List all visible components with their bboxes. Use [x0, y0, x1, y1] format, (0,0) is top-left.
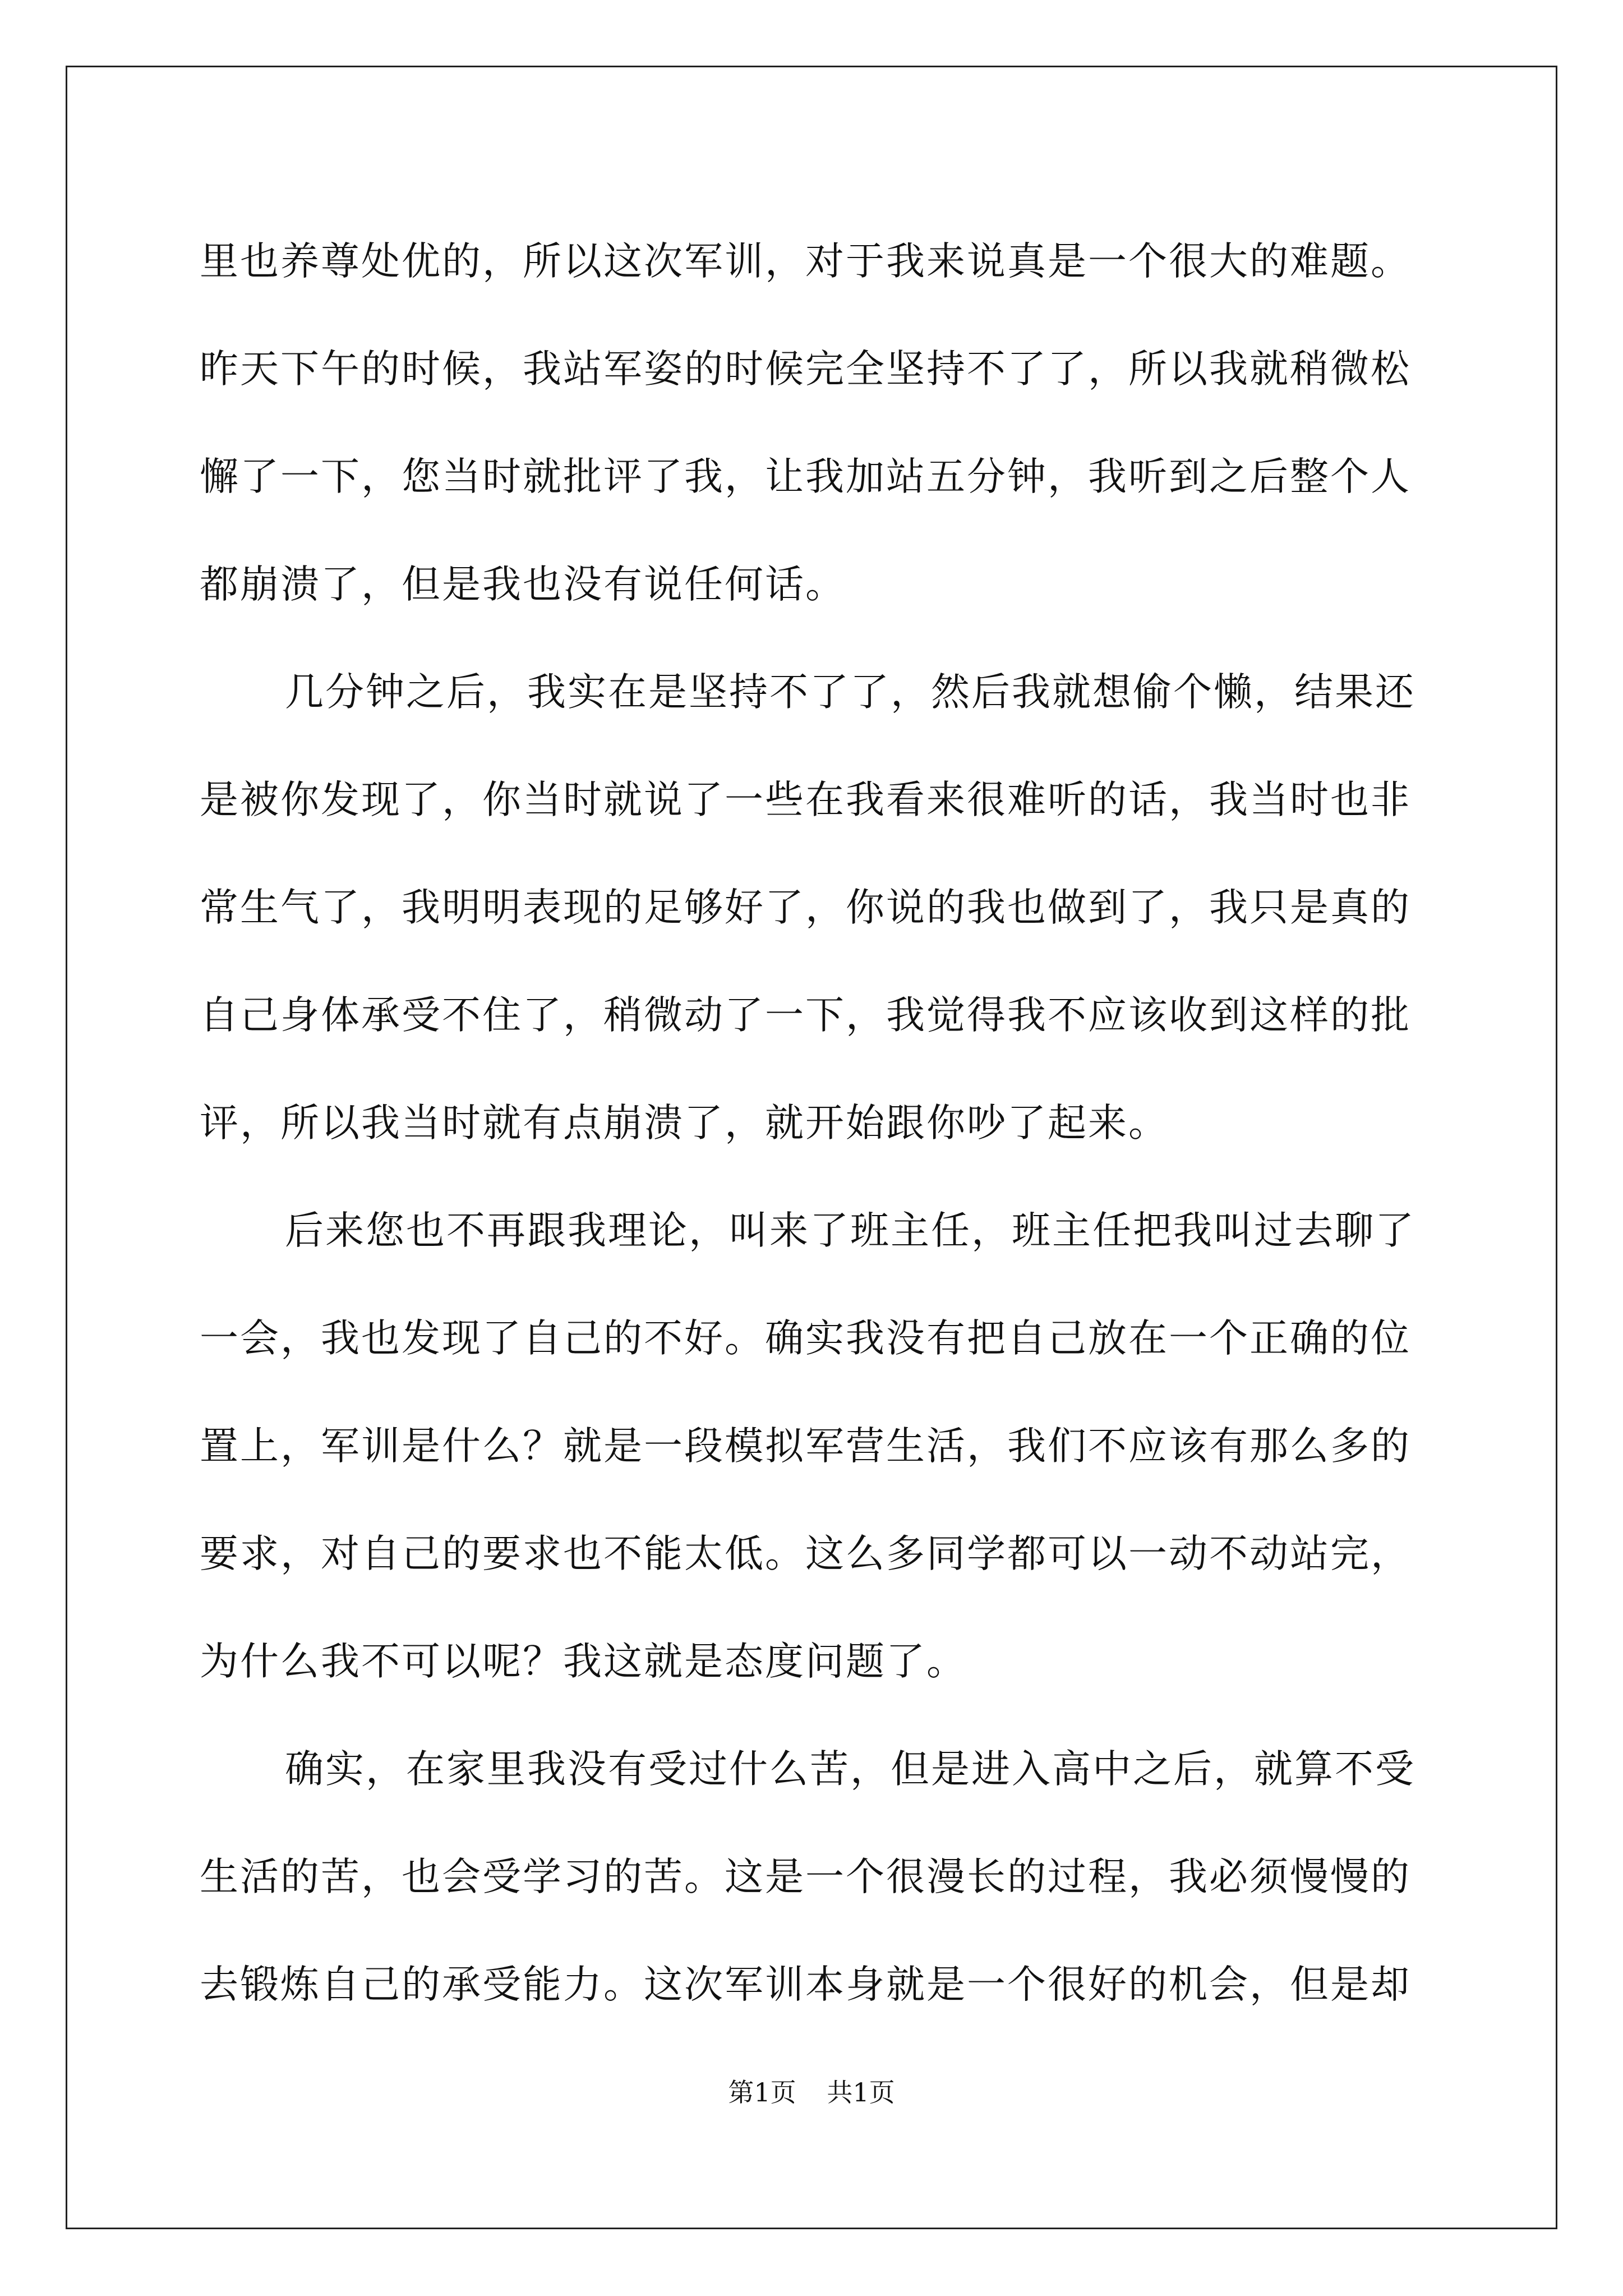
text-line: 置上，军训是什么？就是一段模拟军营生活，我们不应该有那么多的	[200, 1424, 1411, 1469]
text-line: 昨天下午的时候，我站军姿的时候完全坚持不了了，所以我就稍微松	[200, 347, 1411, 392]
text-line: 后来您也不再跟我理论，叫来了班主任，班主任把我叫过去聊了	[285, 1208, 1415, 1253]
text-line: 为什么我不可以呢？我这就是态度问题了。	[200, 1639, 967, 1684]
text-line: 自己身体承受不住了，稍微动了一下，我觉得我不应该收到这样的批	[200, 993, 1411, 1038]
page-total: 共1页	[827, 2077, 895, 2108]
text-line: 要求，对自己的要求也不能太低。这么多同学都可以一动不动站完，	[200, 1531, 1411, 1576]
document-body	[200, 208, 1428, 2039]
paragraph-2	[200, 638, 1428, 1177]
text-line: 都崩溃了，但是我也没有说任何话。	[200, 562, 846, 607]
text-line: 评，所以我当时就有点崩溃了，就开始跟你吵了起来。	[200, 1101, 1169, 1145]
text-line: 几分钟之后，我实在是坚持不了了，然后我就想偷个懒，结果还	[285, 670, 1415, 715]
text-line: 确实，在家里我没有受过什么苦，但是进入高中之后，就算不受	[285, 1747, 1415, 1792]
paragraph-1	[200, 208, 1428, 638]
text-line: 一会，我也发现了自己的不好。确实我没有把自己放在一个正确的位	[200, 1316, 1411, 1361]
paragraph-3	[200, 1177, 1428, 1715]
paragraph-4	[200, 1715, 1428, 2039]
page-number: 第1页	[728, 2077, 796, 2108]
text-line: 是被你发现了，你当时就说了一些在我看来很难听的话，我当时也非	[200, 777, 1411, 822]
text-line: 常生气了，我明明表现的足够好了，你说的我也做到了，我只是真的	[200, 885, 1411, 930]
text-line: 去锻炼自己的承受能力。这次军训本身就是一个很好的机会，但是却	[200, 1962, 1411, 2007]
text-line: 里也养尊处优的，所以这次军训，对于我来说真是一个很大的难题。	[200, 239, 1411, 284]
text-line: 生活的苦，也会受学习的苦。这是一个很漫长的过程，我必须慢慢的	[200, 1855, 1411, 1899]
page-footer	[0, 2076, 1623, 2109]
text-line: 懈了一下，您当时就批评了我，让我加站五分钟，我听到之后整个人	[200, 454, 1411, 499]
